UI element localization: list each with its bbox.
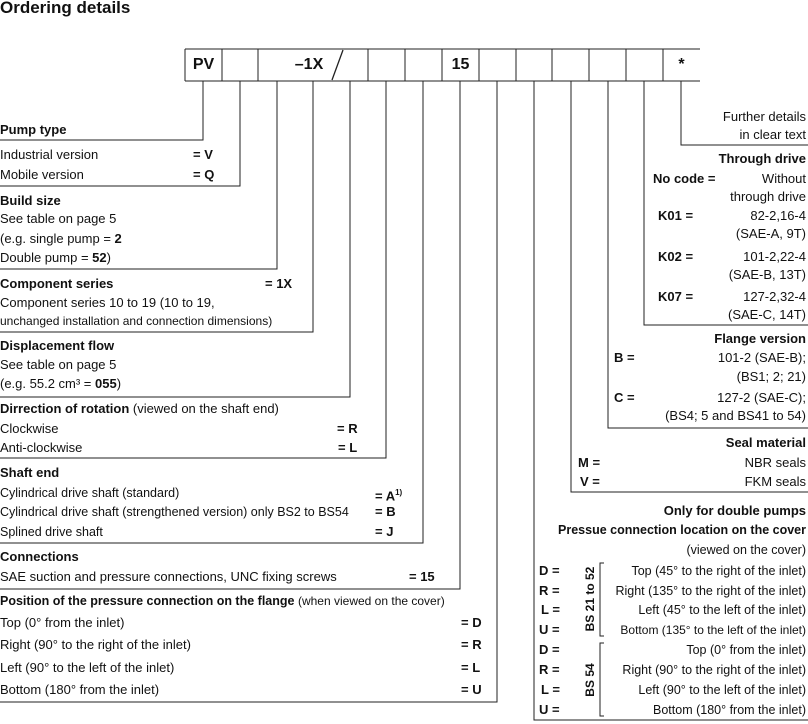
displacement-heading: Displacement flow <box>0 338 115 353</box>
double-g1-code-l: L = <box>541 602 560 617</box>
seal-m: M = <box>578 455 601 470</box>
position-row-bottom: Bottom (180° from the inlet) <box>0 682 160 697</box>
shaft-end-a-code: = $A^{1)}$ <box>375 488 403 504</box>
shaft-end-j-code: = J <box>375 524 394 539</box>
double-g2-code-r: R = <box>539 662 560 677</box>
position-row-top-code: = D <box>461 615 482 630</box>
double-g2-code-u: U = <box>539 702 560 717</box>
through-drive-nocode-value1: Without <box>761 171 806 186</box>
through-drive-heading: Through drive <box>718 151 806 166</box>
double-subheading: Pressue connection location on the cover <box>558 523 806 537</box>
pump-type-mobile-code: = Q <box>193 167 215 182</box>
flange-c: C = <box>614 390 635 405</box>
double-g2-text-u: Bottom (180° from the inlet) <box>653 703 806 717</box>
double-heading: Only for double pumps <box>663 503 806 518</box>
component-series-heading: Component series <box>0 276 114 291</box>
double-g2-label: BS 54 <box>583 663 597 697</box>
connections-code: = 15 <box>409 569 435 584</box>
pump-type-industrial: Industrial version <box>0 147 99 162</box>
position-row-top: Top (0° from the inlet) <box>0 615 125 630</box>
position-row-right-code: = R <box>461 637 482 652</box>
component-series-line2: unchanged installation and connection dimensions) <box>0 314 273 328</box>
double-g2-text-l: Left (90° to the left of the inlet) <box>638 683 806 697</box>
flange-b-value2: (BS1; 2; 21) <box>736 369 806 384</box>
build-size-line3: Double pump = 52) <box>0 250 111 265</box>
component-series-line1: Component series 10 to 19 (10 to 19, <box>0 295 215 310</box>
displacement-line1: See table on page 5 <box>0 357 117 372</box>
through-drive-k01: K01 = <box>658 208 694 223</box>
component-series-code: = 1X <box>265 276 293 291</box>
flange-b: B = <box>614 350 635 365</box>
rotation-heading: Dirrection of rotation (viewed on the shaft end) <box>0 401 279 416</box>
through-drive-k07: K07 = <box>658 289 694 304</box>
double-g2-code-d: D = <box>539 642 560 657</box>
build-size-line2: (e.g. single pump = 2 <box>0 231 122 246</box>
page-title: Ordering details <box>0 0 131 17</box>
position-row-bottom-code: = U <box>461 682 482 697</box>
flange-heading: Flange version <box>714 331 806 346</box>
code-box-star: * <box>678 56 685 73</box>
position-row-left-code: = L <box>461 660 481 675</box>
seal-m-value: NBR seals <box>744 455 806 470</box>
through-drive-k01-value1: 82-2,16-4 <box>750 208 806 223</box>
flange-c-value2: (BS4; 5 and BS41 to 54) <box>665 408 806 423</box>
double-g1-code-r: R = <box>539 583 560 598</box>
connections-heading: Connections <box>0 549 79 564</box>
flange-b-value1: 101-2 (SAE-B); <box>717 350 806 365</box>
seal-v-value: FKM seals <box>744 474 806 489</box>
double-g2-text-r: Right (90° to the right of the inlet) <box>622 663 806 677</box>
rotation-cw-code: = R <box>337 421 358 436</box>
through-drive-k07-value2: (SAE-C, 14T) <box>727 307 806 322</box>
double-g2-text-d: Top (0° from the inlet) <box>686 643 806 657</box>
build-size-line1: See table on page 5 <box>0 211 117 226</box>
rotation-ccw-code: = L <box>338 440 358 455</box>
double-g1-text-d: Top (45° to the right of the inlet) <box>631 564 806 578</box>
through-drive-k02-value1: 101-2,22-4 <box>743 249 806 264</box>
through-drive-nocode-value2: through drive <box>730 189 806 204</box>
connections-line1: SAE suction and pressure connections, UNC fixing screws <box>0 569 337 584</box>
double-g1-label: BS 21 to 52 <box>583 566 597 632</box>
double-g1-text-u: Bottom (135° to the left of the inlet) <box>620 623 806 637</box>
double-g1-text-r: Right (135° to the right of the inlet) <box>615 584 806 598</box>
position-row-left: Left (90° to the left of the inlet) <box>0 660 175 675</box>
shaft-end-b: Cylindrical drive shaft (strengthened version) only BS2 to BS54 <box>0 505 349 519</box>
code-box-series: –1X <box>294 56 324 73</box>
double-g1-code-u: U = <box>539 622 560 637</box>
through-drive-k02: K02 = <box>658 249 694 264</box>
further-details-line2: in clear text <box>739 127 806 142</box>
double-g1-code-d: D = <box>539 563 560 578</box>
double-note: (viewed on the cover) <box>686 543 806 557</box>
pump-type-industrial-code: = V <box>193 147 213 162</box>
seal-heading: Seal material <box>725 435 806 450</box>
through-drive-k07-value1: 127-2,32-4 <box>743 289 806 304</box>
displacement-line2: (e.g. 55.2 cm³ = 055) <box>0 376 122 391</box>
seal-v: V = <box>580 474 600 489</box>
further-details-line1: Further details <box>722 109 806 124</box>
shaft-end-j: Splined drive shaft <box>0 525 103 539</box>
double-g2-code-l: L = <box>541 682 560 697</box>
code-box-15: 15 <box>451 56 470 73</box>
through-drive-k02-value2: (SAE-B, 13T) <box>728 267 806 282</box>
pump-type-heading: Pump type <box>0 122 67 137</box>
build-size-heading: Build size <box>0 193 61 208</box>
flange-c-value1: 127-2 (SAE-C); <box>717 390 806 405</box>
pump-type-mobile: Mobile version <box>0 167 84 182</box>
shaft-end-a: Cylindrical drive shaft (standard) <box>0 486 180 500</box>
rotation-cw: Clockwise <box>0 421 59 436</box>
shaft-end-b-code: = B <box>375 504 396 519</box>
double-g1-text-l: Left (45° to the left of the inlet) <box>638 603 806 617</box>
position-row-right: Right (90° to the right of the inlet) <box>0 637 191 652</box>
through-drive-nocode: No code = <box>653 171 716 186</box>
shaft-end-heading: Shaft end <box>0 465 60 480</box>
rotation-ccw: Anti-clockwise <box>0 440 83 455</box>
position-heading: Position of the pressure connection on the flange (when viewed on the cover) <box>0 594 445 608</box>
code-box-pv: PV <box>192 56 215 73</box>
through-drive-k01-value2: (SAE-A, 9T) <box>735 226 806 241</box>
